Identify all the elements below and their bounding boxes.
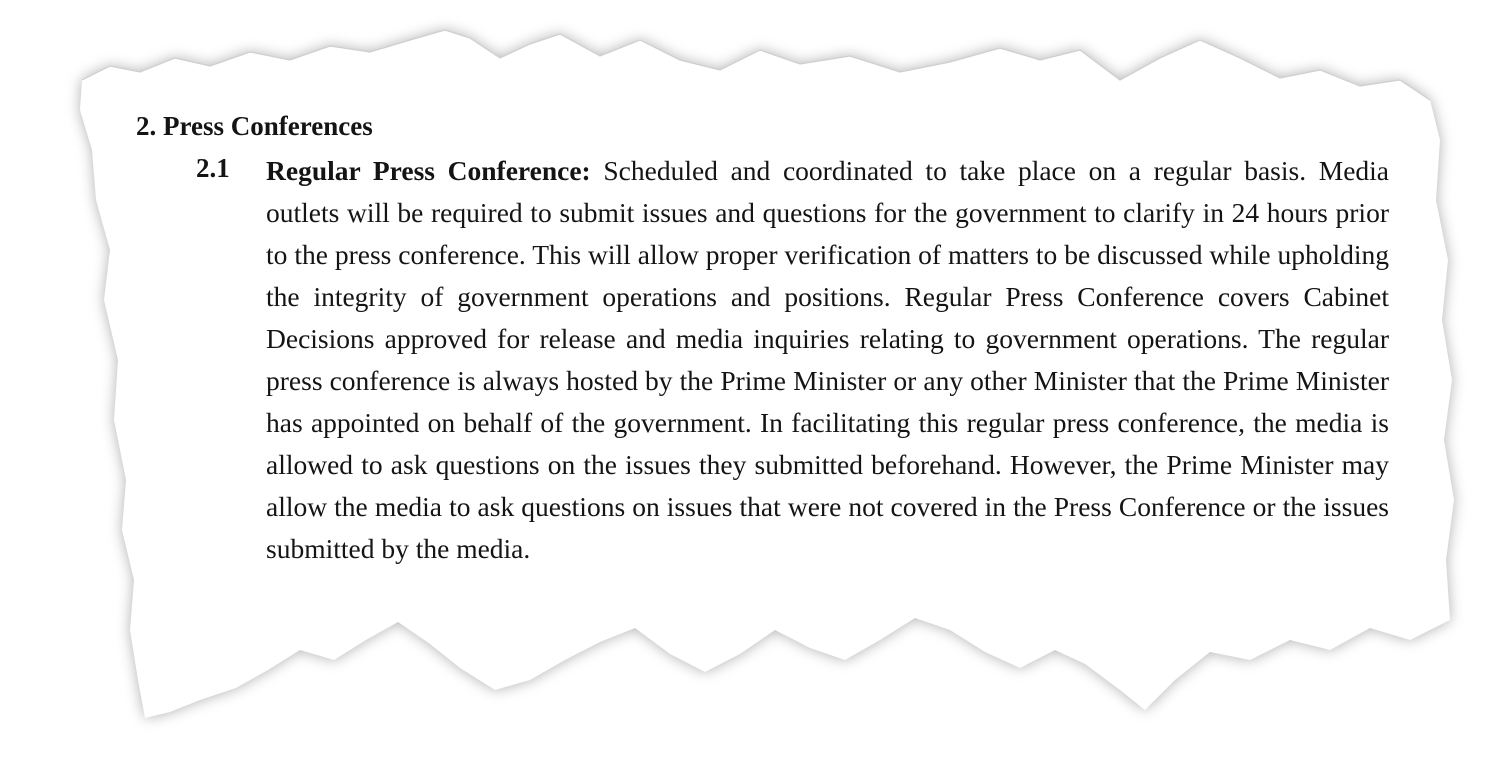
item-number: 2.1: [196, 153, 230, 183]
item-title: Regular Press Conference:: [266, 155, 591, 186]
item-text: Scheduled and coordinated to take place on a regular basis. Media outlets will be required to submit issues and questions for the government to clarify in 24 hours prior to the press conference. This will allow proper verification of matters to be discussed while upholding the integrity of government operations and positions. Regular Press Conference covers Cabinet Decisions approved for release and media inquiries relating to government operations. The regular press conference is always hosted by the Prime Minister or any other Minister that the Prime Minister has appointed on behalf of the government. In facilitating this regular press conference, the media is allowed to ask questions on the issues they submitted beforehand. However, the Prime Minister may allow the media to ask questions on issues that were not covered in the Press Conference or the issues submitted by the media.: [266, 155, 1389, 564]
item-paragraph: [266, 150, 1389, 570]
section-heading: 2. Press Conferences: [136, 111, 373, 141]
